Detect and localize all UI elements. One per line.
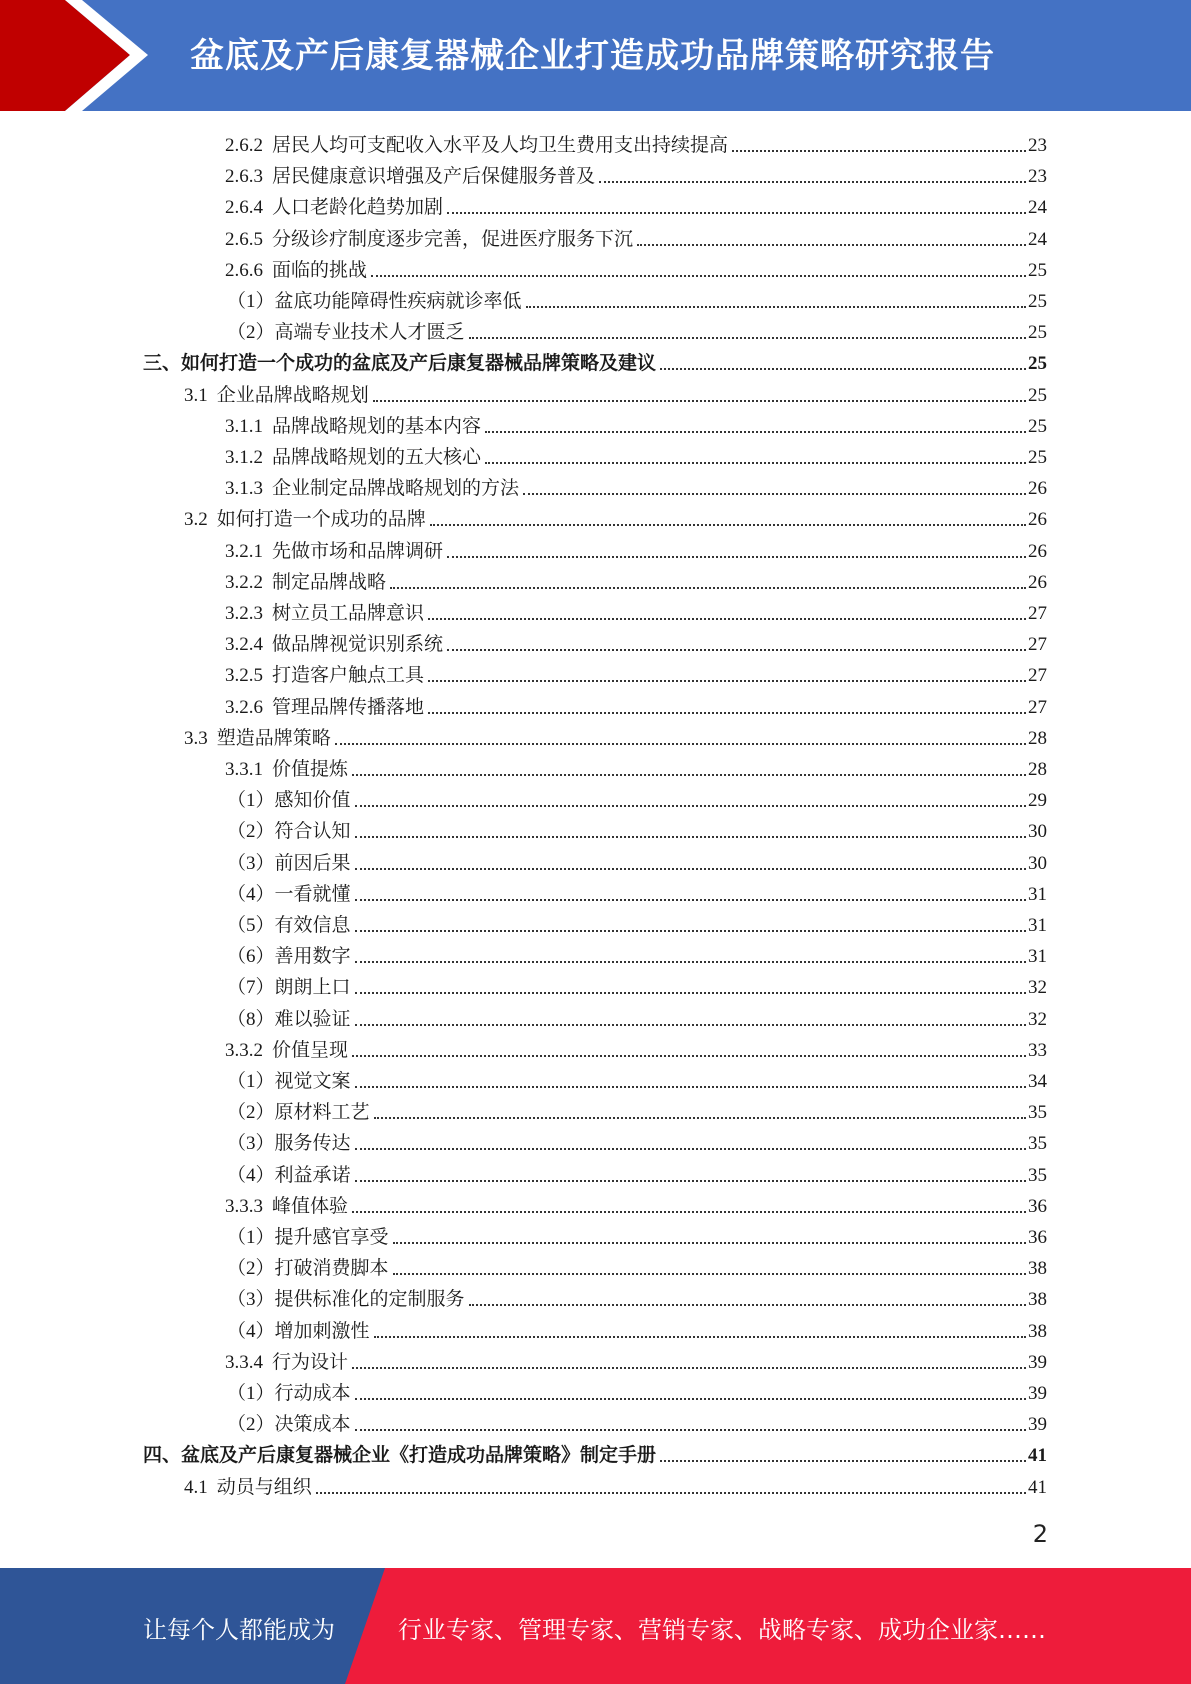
toc-entry[interactable]: [225, 751, 1047, 782]
toc-entry-page: 35: [1028, 1133, 1047, 1155]
toc-entry[interactable]: [225, 189, 1047, 220]
toc-leader-dots: [374, 1117, 1026, 1119]
toc-entry-number: （5）: [227, 915, 275, 936]
toc-entry[interactable]: [184, 501, 1047, 532]
toc-leader-dots: [523, 493, 1026, 495]
toc-entry[interactable]: [227, 1094, 1047, 1125]
toc-leader-dots: [732, 150, 1026, 152]
toc-entry-number: （3）: [227, 852, 275, 874]
toc-entry-page: 38: [1028, 1258, 1047, 1280]
toc-entry-page: 39: [1028, 1383, 1047, 1404]
toc-entry-label: 行动成本: [274, 1383, 351, 1404]
toc-entry-label: 一看就懂: [274, 883, 351, 905]
toc-entry[interactable]: [227, 969, 1047, 1000]
toc-entry-label: 决策成本: [274, 1414, 351, 1436]
toc-entry-number: （1）: [227, 1227, 275, 1248]
toc-entry-label: 如何打造一个成功的品牌: [216, 509, 426, 531]
toc-entry-page: 34: [1028, 1071, 1047, 1092]
toc-leader-dots: [355, 805, 1026, 807]
toc-entry-number: （2）: [227, 1102, 275, 1124]
toc-leader-dots: [526, 306, 1026, 308]
toc-entry[interactable]: [225, 564, 1047, 595]
toc-entry-page: 26: [1028, 540, 1047, 562]
toc-entry[interactable]: [227, 1001, 1047, 1032]
toc-entry-number: 3.2.4: [225, 634, 263, 656]
toc-entry[interactable]: [227, 1219, 1047, 1250]
toc-entry-label: 利益承诺: [274, 1164, 351, 1186]
toc-entry[interactable]: [225, 252, 1047, 283]
toc-entry[interactable]: [225, 158, 1047, 189]
toc-entry-label: 管理品牌传播落地: [272, 696, 425, 718]
toc-entry-label: 品牌战略规划的基本内容: [272, 415, 482, 437]
toc-entry-number: 3.2.2: [225, 571, 263, 593]
toc-entry[interactable]: [227, 782, 1047, 813]
toc-entry-label: 价值提炼: [272, 759, 349, 780]
toc-entry-label: 人口老龄化趋势加剧: [272, 197, 444, 219]
toc-leader-dots: [390, 587, 1026, 589]
toc-leader-dots: [599, 181, 1026, 183]
toc-entry[interactable]: [227, 1250, 1047, 1281]
toc-entry-page: 26: [1028, 509, 1047, 531]
toc-entry-page: 36: [1028, 1195, 1047, 1217]
toc-entry-number: 3.1.2: [225, 447, 263, 468]
toc-entry-page: 36: [1028, 1227, 1047, 1248]
toc-entry-label: 原材料工艺: [274, 1102, 370, 1124]
toc-entry-number: （8）: [227, 1008, 275, 1030]
toc-entry-page: 38: [1028, 1320, 1047, 1342]
toc-entry[interactable]: [184, 377, 1047, 408]
footer-slogan-right: 行业专家、管理专家、营销专家、战略专家、成功企业家……: [398, 1616, 1046, 1644]
toc-leader-dots: [428, 712, 1026, 714]
toc-entry-page: 35: [1028, 1102, 1047, 1124]
toc-entry-page: 23: [1028, 166, 1047, 188]
toc-leader-dots: [393, 1273, 1026, 1275]
toc-entry-number: 3.2.1: [225, 540, 263, 562]
toc-leader-dots: [355, 1429, 1026, 1431]
toc-entry[interactable]: [227, 1281, 1047, 1312]
toc-entry[interactable]: [227, 938, 1047, 969]
toc-entry-number: （7）: [227, 977, 275, 999]
toc-entry-page: 39: [1028, 1351, 1047, 1373]
toc-entry[interactable]: [227, 314, 1047, 345]
toc-entry[interactable]: [184, 1469, 1047, 1500]
toc-entry-number: （4）: [227, 1164, 275, 1186]
toc-entry[interactable]: [225, 1188, 1047, 1219]
toc-entry-page: 31: [1028, 883, 1047, 905]
toc-leader-dots: [355, 961, 1026, 963]
toc-entry-page: 39: [1028, 1414, 1047, 1436]
toc-leader-dots: [485, 462, 1026, 464]
toc-entry-number: 2.6.2: [225, 135, 263, 156]
toc-entry-number: 3.2.3: [225, 603, 263, 624]
toc-entry-page: 30: [1028, 821, 1047, 843]
toc-entry-page: 27: [1028, 603, 1047, 624]
toc-entry-page: 25: [1028, 259, 1047, 281]
toc-entry[interactable]: [225, 626, 1047, 657]
toc-entry-label: 行为设计: [272, 1351, 349, 1373]
toc-leader-dots: [447, 212, 1026, 214]
toc-entry-number: 2.6.4: [225, 197, 263, 219]
toc-leader-dots: [428, 680, 1026, 682]
toc-entry-page: 27: [1028, 665, 1047, 687]
toc-entry-page: 26: [1028, 571, 1047, 593]
toc-entry[interactable]: [225, 439, 1047, 470]
toc-entry-page: 32: [1028, 977, 1047, 999]
toc-leader-dots: [335, 743, 1026, 745]
toc-leader-dots: [352, 1211, 1026, 1213]
toc-entry-label: 善用数字: [274, 946, 351, 968]
toc-entry-number: （3）: [227, 1289, 275, 1311]
toc-leader-dots: [355, 1148, 1026, 1150]
toc-leader-dots: [355, 899, 1026, 901]
toc-entry-page: 26: [1028, 478, 1047, 500]
toc-entry-label: 价值呈现: [272, 1039, 349, 1061]
toc-leader-dots: [355, 1086, 1026, 1088]
page-header: [0, 0, 1191, 111]
toc-entry-number: （1）: [227, 1383, 275, 1404]
toc-entry-number: （2）: [227, 322, 275, 344]
toc-entry[interactable]: [225, 533, 1047, 564]
toc-leader-dots: [355, 930, 1026, 932]
toc-entry-number: （1）: [227, 1071, 275, 1092]
toc-entry-number: 3.2.6: [225, 696, 263, 718]
toc-entry-page: 31: [1028, 915, 1047, 936]
toc-entry-label: 有效信息: [274, 915, 351, 936]
footer-slogan-left: 让每个人都能成为: [143, 1616, 335, 1644]
toc-entry-page: 41: [1028, 1445, 1047, 1467]
toc-entry[interactable]: [225, 1032, 1047, 1063]
toc-entry[interactable]: [227, 876, 1047, 907]
toc-leader-dots: [352, 774, 1026, 776]
toc-entry[interactable]: [184, 720, 1047, 751]
page-number: 2: [1032, 1520, 1048, 1548]
toc-entry[interactable]: [227, 813, 1047, 844]
toc-entry-label: 居民健康意识增强及产后保健服务普及: [272, 166, 596, 188]
toc-leader-dots: [373, 400, 1026, 402]
toc-entry-label: 做品牌视觉识别系统: [272, 634, 444, 656]
toc-entry-label: 朗朗上口: [274, 977, 351, 999]
toc-entry-label: 符合认知: [274, 821, 351, 843]
toc-leader-dots: [447, 556, 1026, 558]
toc-entry[interactable]: [143, 1437, 1047, 1468]
toc-entry-label: 塑造品牌策略: [216, 727, 331, 749]
toc-entry[interactable]: [225, 221, 1047, 252]
toc-entry-page: 41: [1028, 1476, 1047, 1498]
toc-entry-label: 前因后果: [274, 852, 351, 874]
toc-leader-dots: [469, 1304, 1026, 1306]
header-arrow-decoration: [0, 0, 160, 111]
toc-entry-label: 品牌战略规划的五大核心: [272, 447, 482, 468]
toc-entry[interactable]: [225, 408, 1047, 439]
toc-entry-number: （6）: [227, 946, 275, 968]
toc-entry-label: 如何打造一个成功的盆底及产后康复器械品牌策略及建议: [181, 353, 657, 375]
toc-leader-dots: [352, 1367, 1026, 1369]
report-title: 盆底及产后康复器械企业打造成功品牌策略研究报告: [190, 36, 995, 76]
toc-leader-dots: [316, 1492, 1026, 1494]
toc-entry-number: 3.1.1: [225, 415, 263, 437]
toc-entry[interactable]: [227, 1406, 1047, 1437]
toc-entry[interactable]: [143, 345, 1047, 376]
toc-entry[interactable]: [227, 283, 1047, 314]
toc-entry[interactable]: [225, 1344, 1047, 1375]
toc-entry[interactable]: [227, 907, 1047, 938]
toc-entry-label: 制定品牌战略: [272, 571, 387, 593]
toc-entry-number: 3.2: [184, 509, 208, 531]
page-footer: [0, 1568, 1191, 1684]
toc-leader-dots: [355, 1180, 1026, 1182]
toc-entry-number: （2）: [227, 1414, 275, 1436]
toc-entry-label: 提升感官享受: [274, 1227, 389, 1248]
toc-entry-label: 提供标准化的定制服务: [274, 1289, 465, 1311]
toc-entry-page: 32: [1028, 1008, 1047, 1030]
toc-entry-number: （4）: [227, 883, 275, 905]
toc-leader-dots: [352, 1055, 1026, 1057]
toc-entry-label: 分级诊疗制度逐步完善，促进医疗服务下沉: [272, 228, 634, 250]
toc-entry-label: 打造客户触点工具: [272, 665, 425, 687]
toc-entry-label: 盆底及产后康复器械企业《打造成功品牌策略》制定手册: [181, 1445, 657, 1467]
toc-entry-label: 峰值体验: [272, 1195, 349, 1217]
toc-entry-page: 24: [1028, 197, 1047, 219]
toc-entry-label: 先做市场和品牌调研: [272, 540, 444, 562]
toc-entry-number: 3.3: [184, 727, 208, 749]
toc-entry-label: 难以验证: [274, 1008, 351, 1030]
toc-leader-dots: [428, 618, 1026, 620]
toc-leader-dots: [371, 275, 1026, 277]
toc-entry-page: 38: [1028, 1289, 1047, 1311]
toc-leader-dots: [660, 1460, 1026, 1462]
toc-entry-number: （3）: [227, 1133, 275, 1155]
toc-entry-page: 33: [1028, 1039, 1047, 1061]
toc-entry[interactable]: [227, 1313, 1047, 1344]
toc-entry[interactable]: [225, 470, 1047, 501]
toc-entry-page: 25: [1028, 322, 1047, 344]
toc-leader-dots: [355, 836, 1026, 838]
toc-entry-page: 25: [1028, 415, 1047, 437]
toc-leader-dots: [430, 524, 1026, 526]
toc-entry-number: 3.3.2: [225, 1039, 263, 1061]
toc-entry-label: 企业品牌战略规划: [216, 384, 369, 406]
toc-entry[interactable]: [227, 845, 1047, 876]
toc-leader-dots: [355, 1398, 1026, 1400]
toc-entry-page: 25: [1028, 447, 1047, 468]
toc-leader-dots: [355, 992, 1026, 994]
toc-entry[interactable]: [225, 127, 1047, 158]
toc-leader-dots: [355, 1024, 1026, 1026]
toc-entry-number: 3.3.1: [225, 759, 263, 780]
toc-entry-number: 2.6.6: [225, 259, 263, 281]
toc-leader-dots: [355, 868, 1026, 870]
toc-entry-label: 动员与组织: [216, 1476, 312, 1498]
toc-entry-number: 3.2.5: [225, 665, 263, 687]
toc-leader-dots: [374, 1336, 1026, 1338]
toc-entry-label: 服务传达: [274, 1133, 351, 1155]
toc-entry-page: 23: [1028, 135, 1047, 156]
toc-entry[interactable]: [225, 657, 1047, 688]
toc-entry-page: 27: [1028, 696, 1047, 718]
toc-leader-dots: [660, 368, 1026, 370]
toc-entry-number: 四、: [143, 1445, 182, 1467]
toc-leader-dots: [393, 1242, 1026, 1244]
toc-entry-number: （2）: [227, 1258, 275, 1280]
toc-entry-number: 4.1: [184, 1476, 208, 1498]
toc-entry-number: 三、: [143, 353, 182, 375]
toc-entry-page: 28: [1028, 759, 1047, 780]
toc-entry-number: （1）: [227, 790, 275, 812]
toc-entry-number: 3.3.3: [225, 1195, 263, 1217]
toc-entry[interactable]: [227, 1157, 1047, 1188]
toc-entry-page: 25: [1028, 291, 1047, 312]
toc-entry-label: 面临的挑战: [272, 259, 368, 281]
toc-entry-number: 3.1.3: [225, 478, 263, 500]
toc-entry-page: 31: [1028, 946, 1047, 968]
toc-entry-page: 28: [1028, 727, 1047, 749]
toc-entry-page: 30: [1028, 852, 1047, 874]
toc-entry-label: 高端专业技术人才匮乏: [274, 322, 465, 344]
toc-entry-label: 居民人均可支配收入水平及人均卫生费用支出持续提高: [272, 135, 729, 156]
toc-entry[interactable]: [225, 689, 1047, 720]
toc-entry[interactable]: [227, 1125, 1047, 1156]
toc-entry-page: 27: [1028, 634, 1047, 656]
toc-entry-label: 树立员工品牌意识: [272, 603, 425, 624]
toc-entry-page: 25: [1028, 353, 1047, 375]
toc-entry-number: 2.6.5: [225, 228, 263, 250]
toc-entry[interactable]: [227, 1375, 1047, 1406]
toc-entry-number: 3.1: [184, 384, 208, 406]
toc-entry-label: 感知价值: [274, 790, 351, 812]
toc-entry-number: 3.3.4: [225, 1351, 263, 1373]
toc-entry-label: 打破消费脚本: [274, 1258, 389, 1280]
toc-entry-label: 增加刺激性: [274, 1320, 370, 1342]
toc-entry-label: 视觉文案: [274, 1071, 351, 1092]
toc-entry[interactable]: [227, 1063, 1047, 1094]
toc-leader-dots: [447, 649, 1026, 651]
toc-entry-page: 25: [1028, 384, 1047, 406]
toc-entry-label: 盆底功能障碍性疾病就诊率低: [274, 291, 522, 312]
toc-leader-dots: [485, 431, 1026, 433]
toc-entry[interactable]: [225, 595, 1047, 626]
toc-entry-label: 企业制定品牌战略规划的方法: [272, 478, 520, 500]
toc-entry-page: 29: [1028, 790, 1047, 812]
toc-entry-page: 24: [1028, 228, 1047, 250]
toc-entry-number: （4）: [227, 1320, 275, 1342]
toc-entry-number: 2.6.3: [225, 166, 263, 188]
toc-entry-number: （1）: [227, 291, 275, 312]
toc-leader-dots: [469, 337, 1026, 339]
toc-leader-dots: [637, 244, 1026, 246]
toc-entry-number: （2）: [227, 821, 275, 843]
toc-entry-page: 35: [1028, 1164, 1047, 1186]
